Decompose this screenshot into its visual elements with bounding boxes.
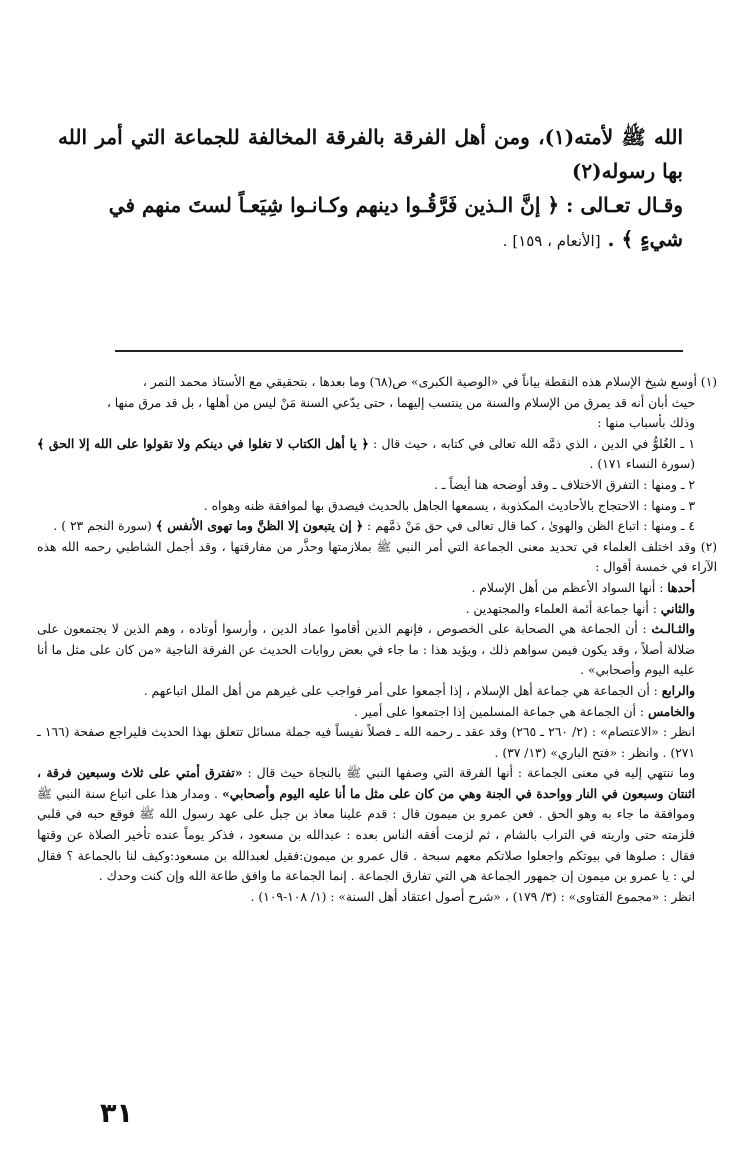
item-text: ٤ ـ ومنها : اتباع الظن والهوىٰ ، كما قال تعالى في حق مَنْ ذمَّهم : bbox=[363, 519, 695, 534]
opinion-3 bbox=[37, 619, 717, 681]
verse-reference: [الأنعام ، ١٥٩] . bbox=[502, 232, 601, 250]
opinion-1 bbox=[37, 578, 717, 599]
opinion-label: والخامس bbox=[647, 703, 695, 719]
main-line-3 bbox=[58, 222, 683, 258]
quran-quote: ﴿ يا أهل الكتاب لا تغلوا في دينكم ولا تقولوا على الله إلا الحق ﴾ bbox=[37, 435, 369, 451]
footnote-2 bbox=[37, 537, 717, 908]
opinion-label: أحدها bbox=[667, 579, 695, 595]
conclusion-text: وما ننتهي إليه في معنى الجماعة : أنها الفرقة التي وصفها النبي ﷺ بالنجاة حيث قال : bbox=[242, 766, 695, 781]
opinion-label: والثاني bbox=[660, 600, 695, 616]
opinion-4 bbox=[37, 681, 717, 702]
main-line-1: الله ﷺ لأمته(١)، ومن أهل الفرقة بالفرقة المخالفة للجماعة التي أمر الله بها رسوله(٢) bbox=[58, 125, 683, 183]
opinion-text: : أن الجماعة هي جماعة أهل الإسلام ، إذا أجمعوا على أمر فواجب على غيرهم من أهل الملل اتباعهم . bbox=[143, 683, 662, 698]
footnote-1 bbox=[37, 372, 717, 537]
footnote-1-line: وذلك بأسباب منها : bbox=[597, 416, 695, 431]
item-text: ١ ـ الغُلوُّ في الدين ، الذي ذمَّه الله تعالى في كتابه ، حيث قال : bbox=[368, 436, 696, 451]
footnote-1-intro: (١) أوسع شيخ الإسلام هذه النقطة بياناً في «الوصية الكبرى» ص(٦٨) وما بعدها ، بتحقيقي مع الأستاذ محمد النمر ، bbox=[142, 375, 717, 389]
footnote-1-item bbox=[37, 434, 717, 475]
footnote-2-reference: انظر : «الاعتصام» : (٢/ ٢٦٠ ـ ٢٦٥) وقد عقد ـ رحمه الله ـ فصلاً نفيساً فيه جملة مسائل تتعلق بهذا الحديث فليراجع صفحة (١٦٦ ـ ٢٧١) . وانظر : «فتح الباري» (١٣/ ٣٧) . bbox=[37, 725, 695, 760]
footnote-divider bbox=[115, 350, 683, 352]
opinion-label: والرابع bbox=[661, 682, 695, 698]
footnote-1-line: حيث أبان أنه قد يمرق من الإسلام والسنة من ينتسب إليهما ، حتى يدّعي السنة مَنْ ليس من أهلها ، بل قد مرق منها ، bbox=[106, 395, 695, 410]
opinion-text: : أنها جماعة أئمة العلماء والمجتهدين . bbox=[465, 601, 661, 616]
opinion-text: : أنها السواد الأعظم من أهل الإسلام . bbox=[471, 580, 668, 595]
item-reference: (سورة النجم ٢٣ ) . bbox=[53, 519, 156, 534]
conclusion-text: . ومدار هذا على اتباع سنة النبي ﷺ وموافقة ما جاء به وهو الحق . فعن عمرو بن ميمون قال : قدم علينا معاذ بن جبل على عهد رسول الله ﷺ فوقع حبه في قلبي فلزمته حتى واريته في التراب بالشام ، ثم لزمت أفقه الناس بعده : عبدالله بن مسعود ، فذكر يوماً عنده تأخير الصلاة عن وقتها فقال : صلوها في بيوتكم واجعلوا صلاتكم معهم سبحة . قال عمرو بن ميمون:فقيل لعبدالله بن مسعود:وكيف لنا بالجماعة ؟ فقال لي : يا عمرو بن ميمون إن جمهور الجماعة هي التي تفارق الجماعة . إنما الجماعة ما وافق طاعة الله وإن كنت وحدك . bbox=[37, 786, 695, 884]
footnote-1-item: ٣ ـ ومنها : الاحتجاج بالأحاديث المكذوبة ، يسمعها الجاهل بالحديث فيصدق بها لموافقة ظنه وهواه . bbox=[203, 498, 695, 513]
page-number: ٣١ bbox=[100, 1098, 133, 1129]
quran-verse-end: شيءٍ ﴾ . bbox=[600, 227, 683, 251]
opinion-text: : أن الجماعة هي جماعة المسلمين إذا اجتمعوا على أمير . bbox=[353, 704, 648, 719]
main-line-2: وقـال تعـالى : ﴿ إنَّ الـذين فَرَّقُـوا دينهم وكـانـوا شِيَعـاً لستَ منهم في bbox=[108, 193, 683, 217]
opinion-text: : أن الجماعة هي الصحابة على الخصوص ، فإنهم الذين أقاموا عماد الدين ، وأرسوا أوتاده ، وهم الذين لا يجتمعون على ضلالة أصلاً ، وقد يكون فيمن سواهم ذلك ، ويؤيد هذا : ما جاء في بعض روايات الحديث عن الفرقة الناجية «من كان على مثل ما أنا عليه اليوم وأصحابي» . bbox=[37, 622, 695, 678]
footnote-2-reference: انظر : «مجموع الفتاوى» : (٣/ ١٧٩) ، «شرح أصول اعتقاد أهل السنة» : (١/ ١٠٨-١٠٩) . bbox=[250, 889, 695, 904]
opinion-5 bbox=[37, 702, 717, 723]
main-body-text bbox=[58, 120, 683, 258]
footnote-1-item: ٢ ـ ومنها : التفرق الاختلاف ـ وقد أوضحه هنا أيضاً ـ . bbox=[433, 477, 695, 492]
footnote-2-intro: (٢) وقد اختلف العلماء في تحديد معنى الجماعة التي أمر النبي ﷺ بملازمتها وحذَّر من مفارقتها ، وقد أجمل الشاطبي رحمه الله هذه الآراء في خمسة أقوال : bbox=[37, 539, 717, 575]
opinion-2 bbox=[37, 599, 717, 620]
hadith-quote: «تفترق أمتي على ثلاث وسبعين فرقة ، اثنتان وسبعون في النار وواحدة في الجنة وهي من كان على مثل ما أنا عليه اليوم وأصحابي» bbox=[37, 765, 695, 801]
item-reference: (سورة النساء ١٧١) . bbox=[589, 457, 695, 472]
opinion-label: والثـالـث bbox=[651, 621, 695, 637]
footnote-2-conclusion bbox=[37, 763, 717, 887]
footnotes bbox=[37, 372, 717, 907]
quran-quote: ﴿ إن يتبعون إلا الظنَّ وما تهوى الأنفس ﴾ bbox=[155, 518, 364, 534]
footnote-1-item bbox=[37, 516, 717, 537]
